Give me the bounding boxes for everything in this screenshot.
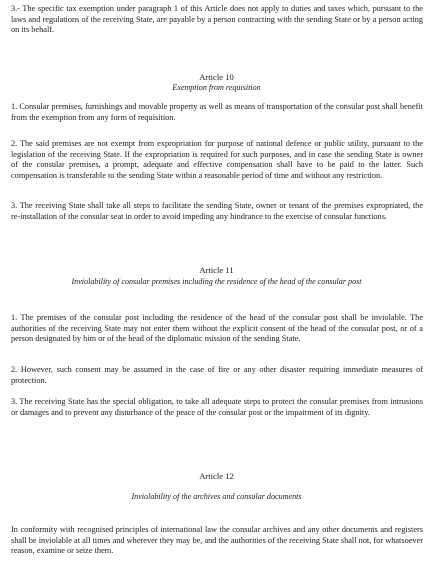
article-11-paragraph-1: 1. The premises of the consular post including the residence of the head of the consular post shall be inviolable. The authorities of the receiving State may not enter them without the explicit consent of the head of the consular post, or of a person designated by him or of the head of the diplomatic mission of the sending State. [11, 313, 423, 343]
article-12-subtitle: Inviolability of the archives and consular documents [131, 492, 302, 501]
article-12-paragraph-1: In conformity with recognised principles of international law the consular archives and any other documents and registers shall be inviolable at all times and wherever they may be, and the authorities of the receiving State shall not, for whatsoever reason, examine or seize them. [11, 525, 423, 555]
article-10-subtitle: Exemption from requisition [172, 83, 261, 92]
article-10-paragraph-2: 2. The said premises are not exempt from expropriation for purpose of national defence or public utility, pursuant to the legislation of the receiving State. If the expropriation is required for such purposes, and in case the sending State is owner of the consular premises, a prompt, adequate and effective compensation shall have to be paid to the latter. Such compensation is transferable to the sending State within a reasonable period of time and without any restriction. [11, 139, 423, 180]
article-12-title: Article 12 [199, 471, 234, 481]
article-11-paragraph-2: 2. However, such consent may be assumed in the case of fire or any other disaster requiring immediate measures of protection. [11, 365, 423, 385]
article-11-paragraph-3: 3. The receiving State has the special obligation, to take all adequate steps to protect the consular premises from intrusions or damages and to prevent any disturbance of the peace of the consular post or the impairment of its dignity. [11, 397, 423, 417]
article-11-subtitle: Inviolability of consular premises including the residence of the head of the consular post [71, 277, 362, 286]
intro-paragraph: 3.- The specific tax exemption under paragraph 1 of this Article does not apply to duties and taxes which, pursuant to the laws and regulations of the receiving State, are payable by a person contracting with the sending State or by a person acting on its behalf. [11, 4, 423, 34]
article-10-paragraph-1: 1. Consular premises, furnishings and movable property as well as means of transportation of the consular post shall benefit from the exemption from any form of requisition. [11, 102, 423, 122]
article-11-title: Article 11 [199, 265, 234, 275]
article-10-title: Article 10 [199, 72, 234, 82]
article-10-paragraph-3: 3. The receiving State shall take all steps to facilitate the sending State, owner or tenant of the premises expropriated, the re-installation of the consular seat in order to avoid impeding any hindrance to the exercise of consular functions. [11, 201, 423, 221]
